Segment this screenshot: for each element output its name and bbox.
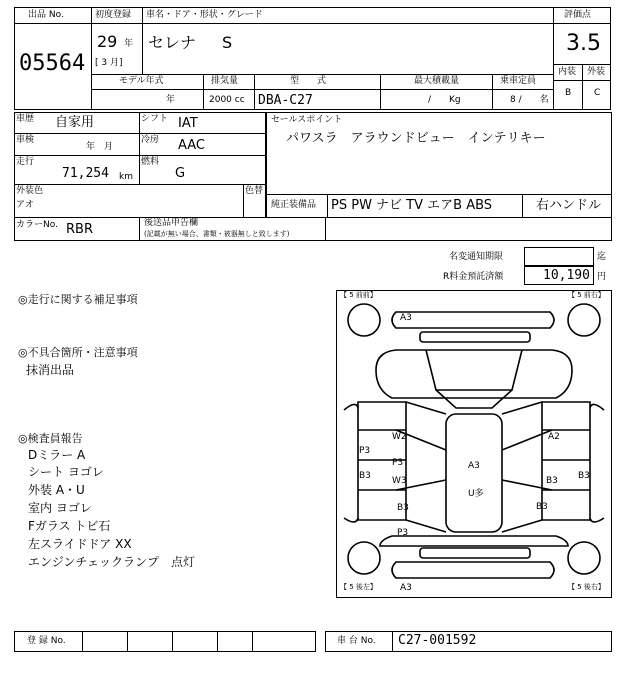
corner-top-left: 【 5 前前】: [340, 291, 377, 299]
repaint-label: 色替: [245, 186, 264, 196]
shift-label: シフト: [141, 114, 169, 124]
name-change-label: 名変通知期限: [449, 252, 504, 262]
mileage-unit: km: [119, 172, 133, 182]
chassis-number: C27-001592: [398, 633, 477, 648]
history-label: 車歴: [16, 114, 35, 124]
mark-left-slide: P3: [392, 458, 404, 468]
exterior-label: 外装: [587, 67, 606, 77]
defect-item: 抹消出品: [26, 363, 75, 377]
mark-left-fender: P3: [359, 446, 371, 456]
name-change-unit: 迄: [597, 252, 607, 262]
mark-left-front-door: W2: [392, 432, 407, 442]
mark-roof: A3: [468, 461, 480, 471]
history: 自家用: [55, 115, 95, 130]
type: DBA-C27: [258, 93, 313, 108]
ac: AAC: [178, 138, 205, 153]
mark-roof-2: U多: [468, 489, 484, 499]
steering: 右ハンドル: [536, 198, 602, 213]
mark-left-rear-2: P3: [397, 528, 409, 538]
inspector-item: 外装 A・U: [28, 483, 85, 497]
interior-grade: B: [565, 88, 572, 98]
max-load: / Kg: [428, 95, 461, 105]
mark-right-side: B3: [536, 502, 548, 512]
interior-label: 内装: [558, 67, 577, 77]
inspector-item: 左スライドドア XX: [28, 537, 132, 551]
inspector-item: シート ヨゴレ: [28, 465, 104, 479]
defects-label: ◎不具合箇所・注意事項: [18, 346, 138, 359]
color-no: RBR: [66, 222, 93, 237]
mark-left-rear: B3: [397, 503, 409, 513]
fuel-label: 燃料: [141, 157, 160, 167]
recycle-label: R料金預託済額: [443, 272, 504, 282]
registration-label: 登 録 No.: [27, 636, 66, 646]
first-reg-month: [ 3 月]: [95, 58, 123, 68]
mark-left-slide-2: W3: [392, 476, 407, 486]
capacity: 8 / 名: [510, 95, 549, 105]
max-load-label: 最大積載量: [414, 76, 460, 86]
mark-right-rear: B3: [578, 471, 590, 481]
details-box: [14, 112, 266, 218]
displacement: 2000 cc: [209, 95, 245, 105]
driving-notes-label: ◎走行に関する補足事項: [18, 293, 138, 306]
chassis-label: 車 台 No.: [337, 636, 376, 646]
score-label: 評価点: [564, 10, 592, 20]
capacity-label: 乗車定員: [500, 76, 537, 86]
ac-label: 冷房: [141, 135, 160, 145]
sales-points-label: セールスポイント: [271, 115, 343, 125]
car-name-label: 車名・ドア・形状・グレード: [146, 10, 263, 20]
tire-rear-right: [568, 542, 600, 574]
mark-rear-bumper: A3: [400, 583, 412, 593]
exterior-grade: C: [594, 88, 601, 98]
mileage: 71,254: [62, 166, 109, 181]
displacement-label: 排気量: [211, 76, 239, 86]
corner-bottom-left: 【 5 後左】: [340, 583, 377, 591]
blank-box: [325, 217, 612, 241]
grade: S: [222, 33, 233, 52]
recycle: 10,190: [543, 268, 590, 283]
car-name: セレナ: [148, 33, 197, 52]
mark-right-front: A2: [548, 432, 560, 442]
inspection-label: 車検: [16, 135, 35, 145]
inspector-item: 室内 ヨゴレ: [28, 501, 92, 515]
name-change-field: [524, 247, 594, 266]
recycle-unit: 円: [597, 272, 607, 282]
equipment: PS PW ナビ TV エアB ABS: [331, 198, 493, 213]
tire-front-left: [348, 304, 380, 336]
corner-top-right: 【 5 前右】: [568, 291, 605, 299]
corner-bottom-right: 【 5 後右】: [568, 583, 605, 591]
sales-points: パワスラ アラウンドビュー インテリキー: [286, 131, 546, 146]
model-year-unit: 年: [166, 95, 176, 105]
lot-number: 05564: [19, 51, 86, 76]
docs-label: 後送品申告欄: [144, 218, 199, 228]
mileage-label: 走行: [16, 157, 35, 167]
inspection: 年 月: [86, 142, 114, 152]
mark-right-mid: B3: [546, 476, 558, 486]
model-year-label: モデル年式: [119, 76, 164, 86]
mark-left-fender-2: B3: [359, 471, 371, 481]
lot-label: 出品 No.: [28, 10, 64, 20]
exterior-color-label: 外装色: [16, 186, 44, 196]
equipment-label: 純正装備品: [271, 200, 317, 210]
mark-front-bumper: A3: [400, 313, 412, 323]
inspector-label: ◎検査員報告: [18, 432, 83, 445]
score: 3.5: [566, 31, 601, 56]
exterior-color: アオ: [16, 200, 34, 210]
first-reg-year: 29: [97, 32, 118, 51]
type-label: 型 式: [290, 76, 327, 86]
year-unit: 年: [124, 39, 134, 49]
inspector-item: エンジンチェックランプ 点灯: [28, 555, 196, 569]
shift: IAT: [178, 116, 198, 131]
fuel: G: [175, 166, 186, 181]
inspector-item: Dミラー A: [28, 448, 86, 462]
inspector-item: Fガラス トビ石: [28, 519, 111, 533]
color-no-label: カラーNo.: [16, 220, 58, 230]
tire-rear-left: [348, 542, 380, 574]
car-outline: [336, 290, 612, 598]
first-reg-label: 初度登録: [95, 10, 132, 20]
docs-note: (記載が無い場合、書類・被器無しと致します): [144, 230, 290, 238]
tire-front-right: [568, 304, 600, 336]
